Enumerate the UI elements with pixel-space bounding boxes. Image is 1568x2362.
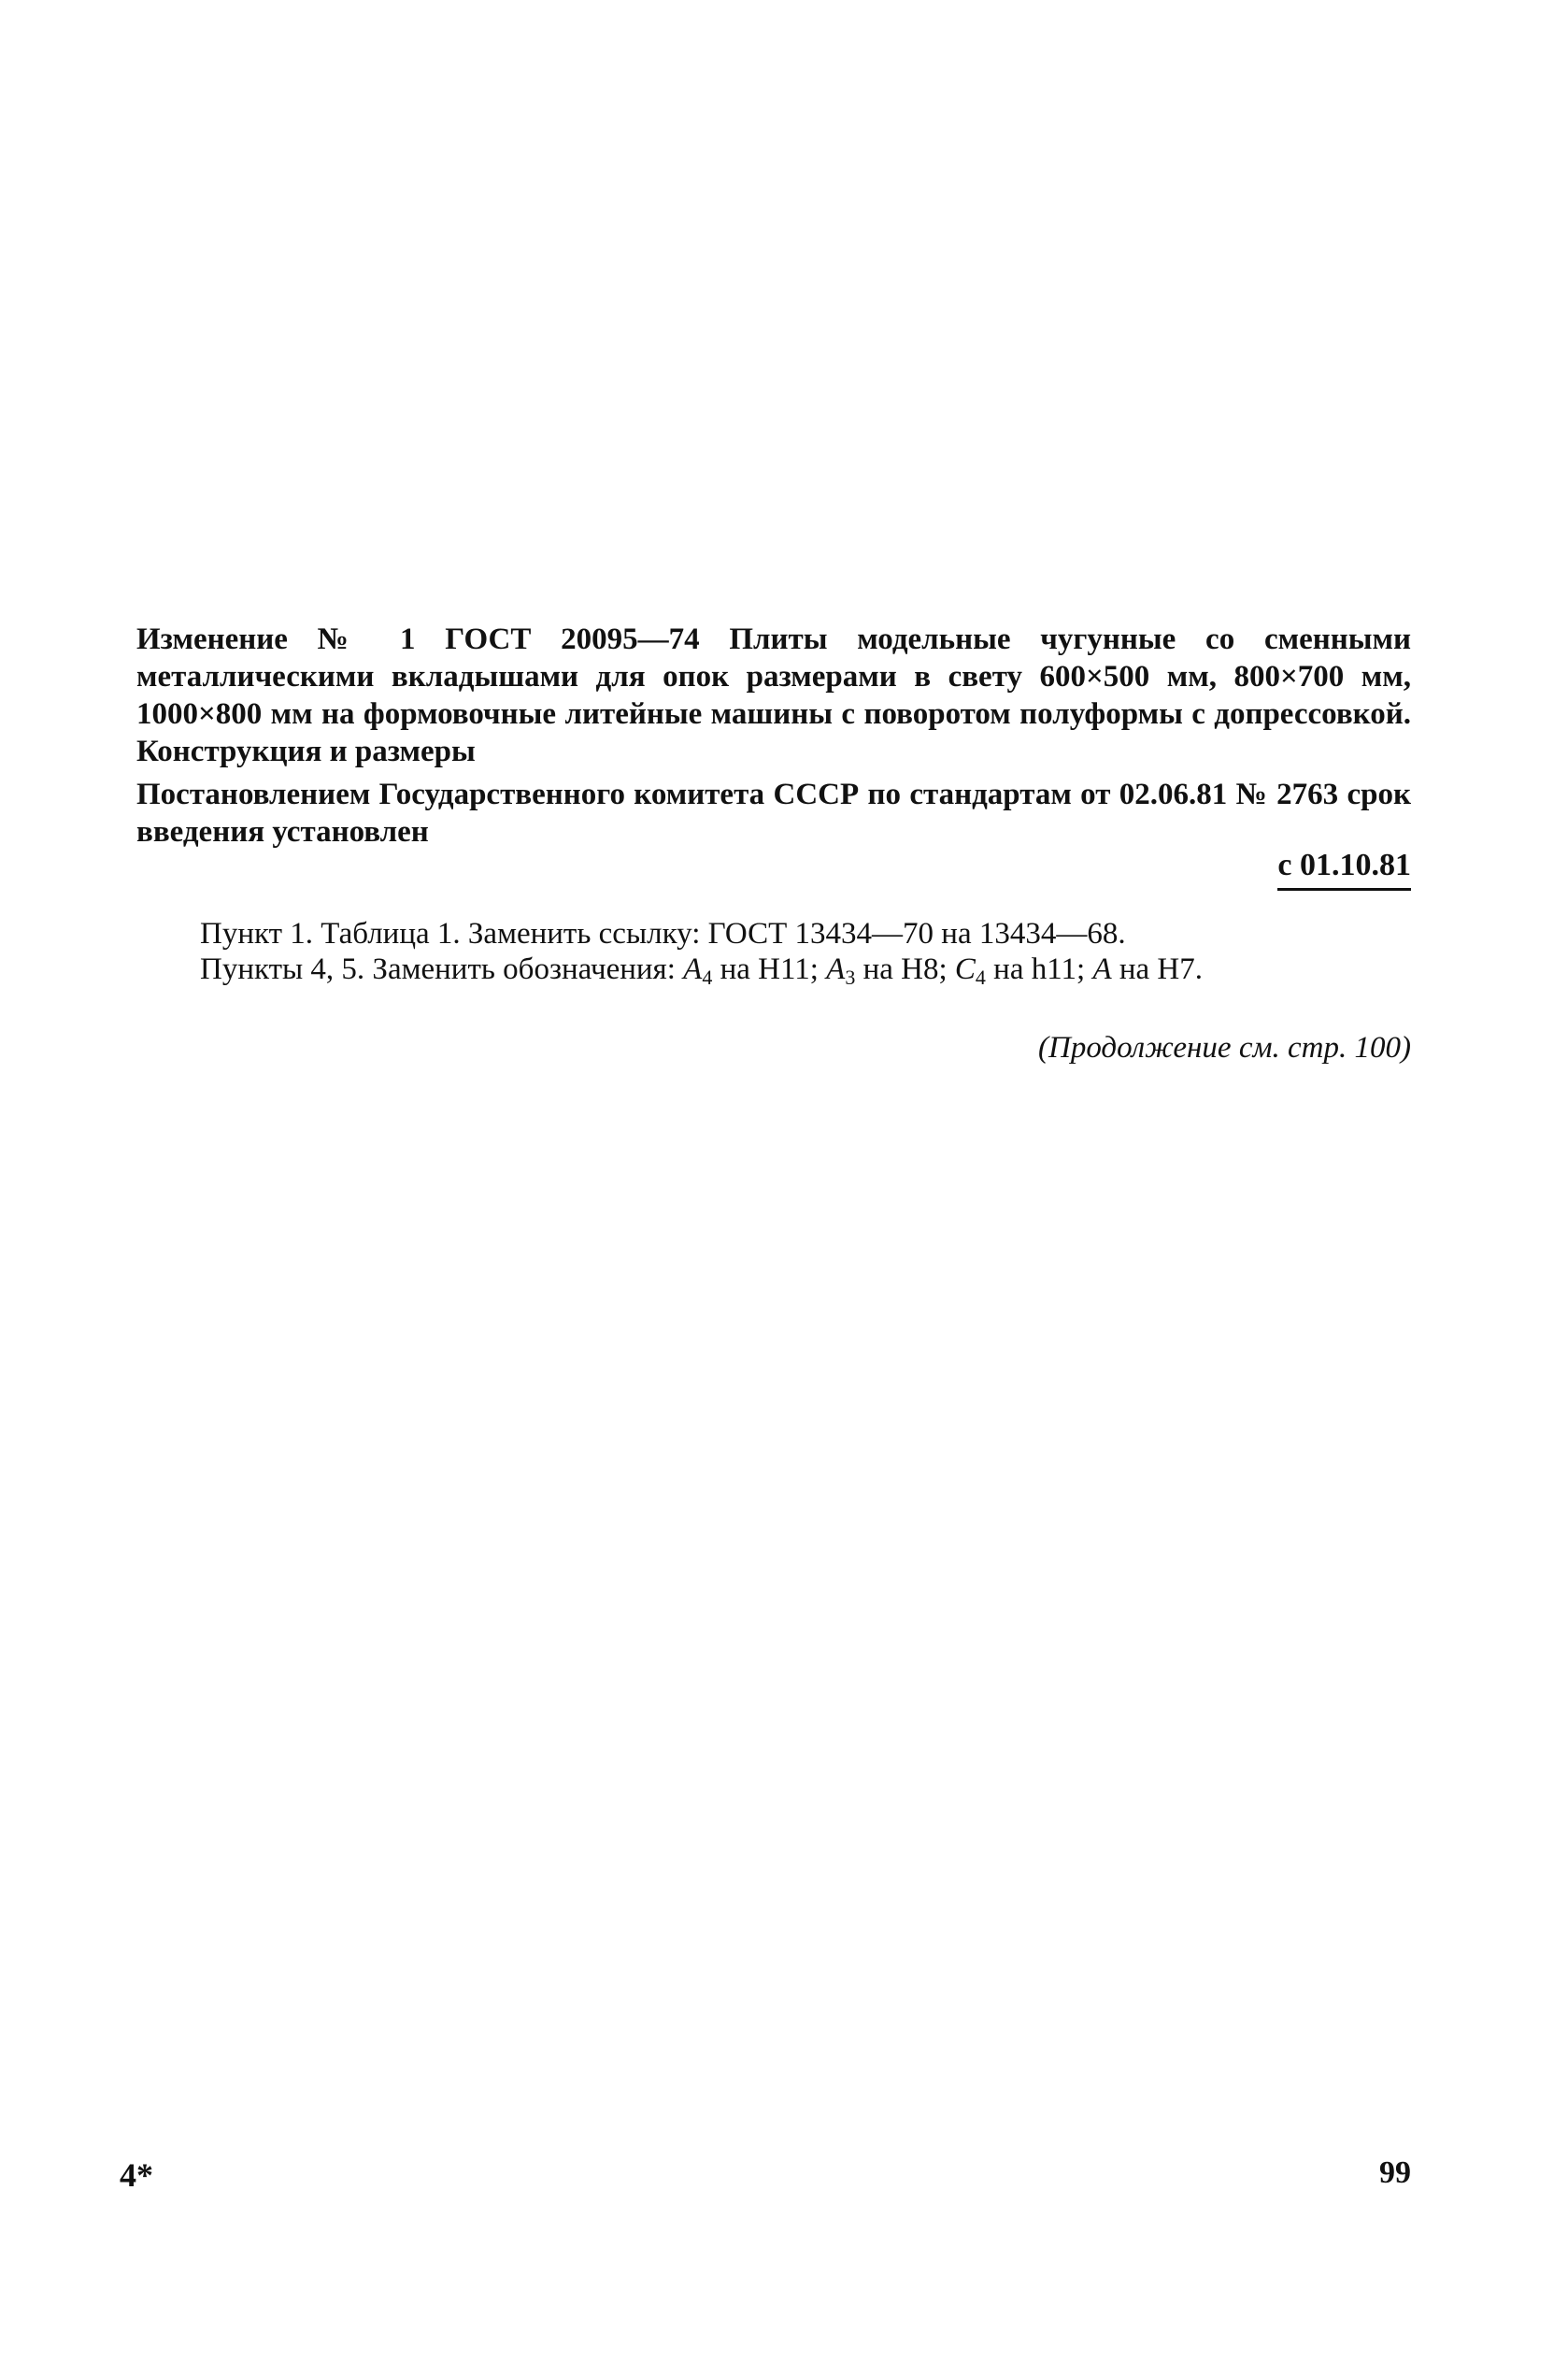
page-number: 99	[1379, 2155, 1411, 2190]
p2-text-2: на Н8;	[855, 952, 955, 986]
p2-text-3: на h11;	[985, 952, 1093, 986]
symbol-a: A	[1092, 952, 1112, 986]
p2-prefix: Пункты 4, 5. Заменить обозначения:	[200, 952, 684, 986]
signature-mark: 4*	[120, 2156, 153, 2194]
symbol-a4-subscript: 4	[702, 966, 713, 989]
p2-text-1: на Н11;	[712, 952, 827, 986]
paragraph-1: Пункт 1. Таблица 1. Заменить ссылку: ГОСТ 13434—70 на 13434—68.	[200, 917, 1126, 951]
continuation-note: (Продолжение см. стр. 100)	[1038, 1031, 1411, 1065]
symbol-c4: C	[954, 952, 976, 986]
symbol-c4-subscript: 4	[975, 966, 986, 989]
amendment-body	[136, 916, 1411, 995]
p2-text-4: на Н7.	[1111, 952, 1203, 986]
symbol-a3-subscript: 3	[845, 966, 856, 989]
amendment-heading: Изменение № 1 ГОСТ 20095—74 Плиты модельные чугунные со сменными металлическими вкладышами для опок размерами в свету 600×500 мм, 800×700 мм, 1000×800 мм на формовочные литейные машины с поворотом полуформы с допрессовкой. Конструкция и размеры	[136, 623, 1411, 768]
symbol-a3: A	[826, 952, 846, 986]
paragraph-2	[136, 952, 1411, 995]
symbol-a4: A	[683, 952, 703, 986]
effective-date: с 01.10.81	[1277, 846, 1411, 891]
resolution-text: Постановлением Государственного комитета СССР по стандартам от 02.06.81 № 2763 срок введения установлен	[136, 778, 1411, 849]
